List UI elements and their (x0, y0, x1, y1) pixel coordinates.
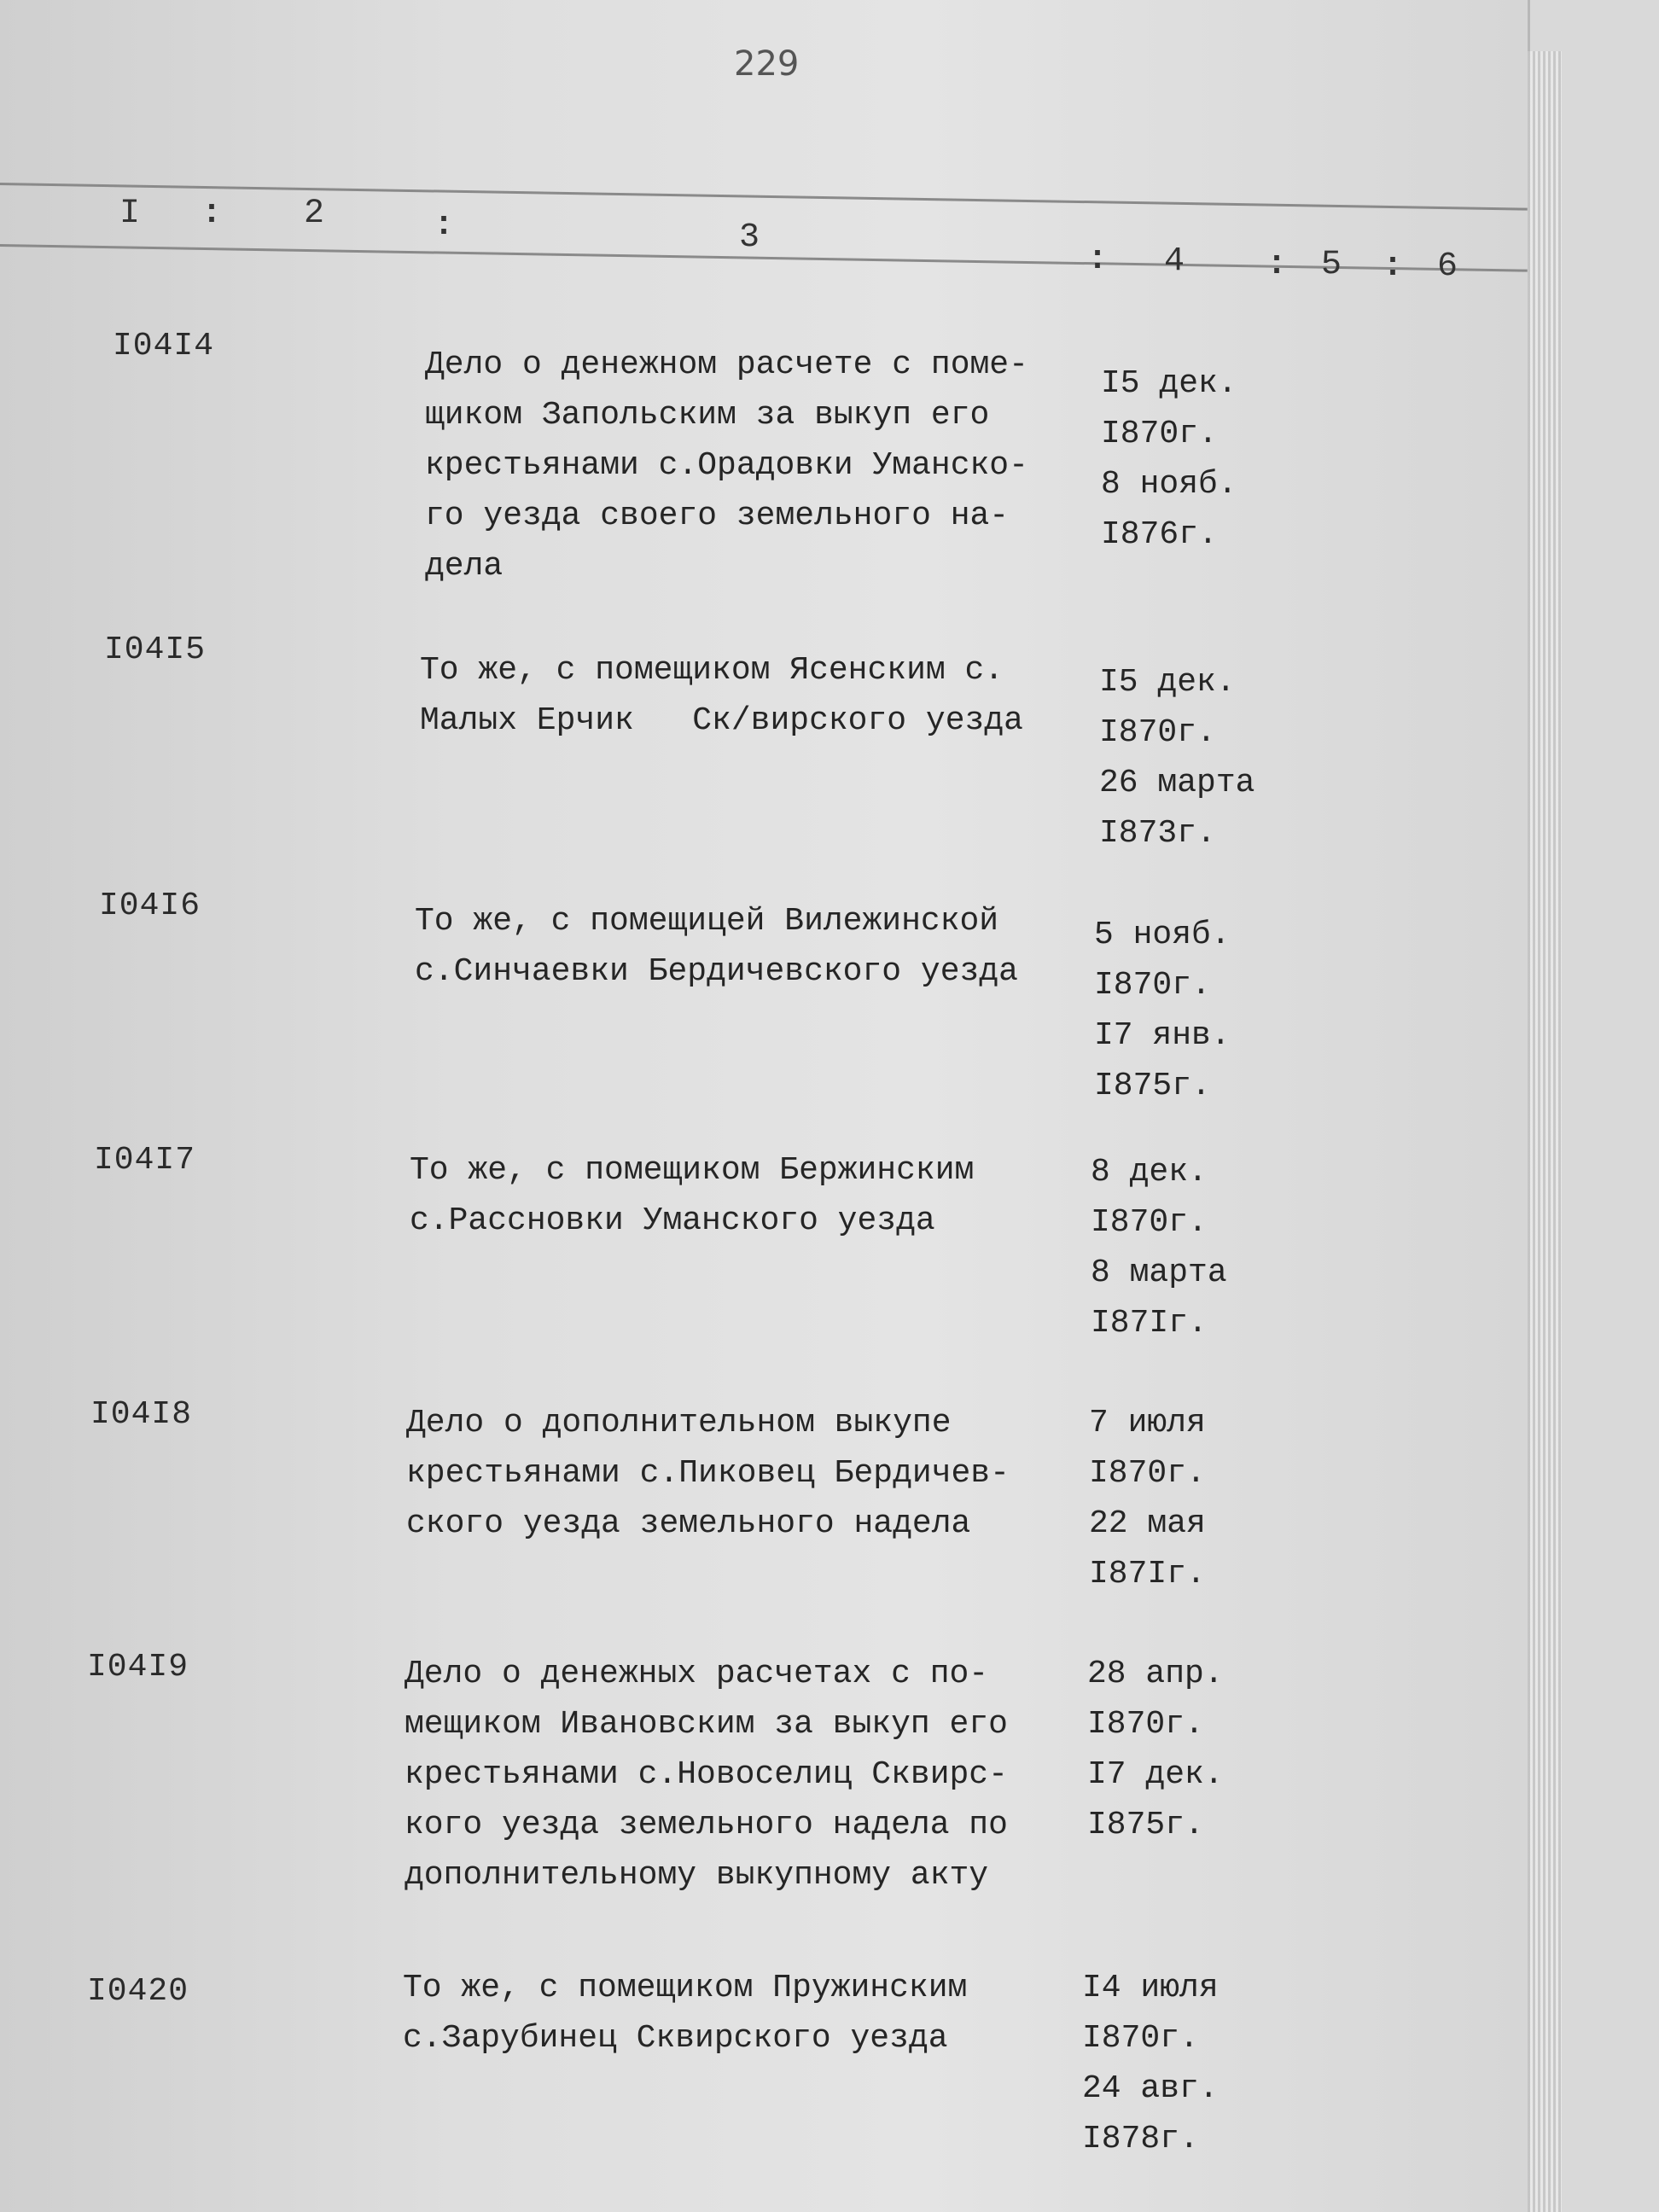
entry-number: I04I8 (90, 1396, 193, 1433)
entry-dates: I5 дек. I870г. 26 марта I873г. (1099, 664, 1255, 852)
entry-number: I04I7 (94, 1142, 196, 1179)
column-header-6: 6 (1437, 247, 1458, 286)
entry-dates: I4 июля I870г. 24 авг. I878г. (1082, 1970, 1219, 2157)
header-top-rule (0, 183, 1528, 211)
entry-dates: 8 дек. I870г. 8 марта I87Iг. (1091, 1154, 1227, 1342)
entry-number: I0420 (87, 1973, 189, 2010)
stacked-page-edges (1528, 51, 1562, 2212)
entry-description: То же, с помещиком Бержинским с.Рассновки Уманского уезда (410, 1152, 975, 1239)
entry-description: Дело о дополнительном выкупе крестьянами с.Пиковец Бердичев- ского уезда земельного надела (406, 1405, 1010, 1542)
entry-description: То же, с помещиком Пружинским с.Зарубинец Сквирского уезда (403, 1970, 968, 2057)
column-header-3: 3 (739, 218, 760, 257)
column-separator: : (1087, 241, 1109, 279)
entry-number: I04I6 (99, 888, 201, 924)
column-separator: : (201, 195, 223, 233)
column-header-4: 4 (1164, 242, 1185, 281)
entry-dates: 28 апр. I870г. I7 дек. I875г. (1087, 1656, 1224, 1843)
entry-dates: 5 нояб. I870г. I7 янв. I875г. (1094, 917, 1231, 1104)
column-separator: : (434, 207, 455, 245)
page-number: 229 (734, 44, 800, 84)
header-bottom-rule (0, 244, 1528, 272)
entry-number: I04I4 (113, 328, 215, 364)
column-header-2: 2 (304, 195, 325, 233)
entry-description: То же, с помещицей Вилежинской с.Синчаевки Бердичевского уезда (415, 903, 1018, 990)
entry-dates: 7 июля I870г. 22 мая I87Iг. (1089, 1405, 1206, 1592)
column-header-1: I (119, 195, 141, 233)
entry-description: То же, с помещиком Ясенским с. Малых Ерчик Ск/вирского уезда (420, 652, 1023, 739)
entry-description: Дело о денежных расчетах с по- мещиком Ивановским за выкуп его крестьянами с.Новоселиц Сквирс- кого уезда земельного надела по дополнительному выкупному акту (405, 1656, 1008, 1894)
entry-dates: I5 дек. I870г. 8 нояб. I876г. (1101, 365, 1237, 553)
column-separator: : (1382, 247, 1404, 286)
entry-number: I04I5 (104, 632, 207, 668)
column-header-5: 5 (1321, 246, 1342, 284)
entry-description: Дело о денежном расчете с поме- щиком Запольским за выкуп его крестьянами с.Орадовки Уманско- го уезда своего земельного на- дела (425, 346, 1028, 585)
column-separator: : (1266, 246, 1288, 284)
entry-number: I04I9 (87, 1649, 189, 1685)
